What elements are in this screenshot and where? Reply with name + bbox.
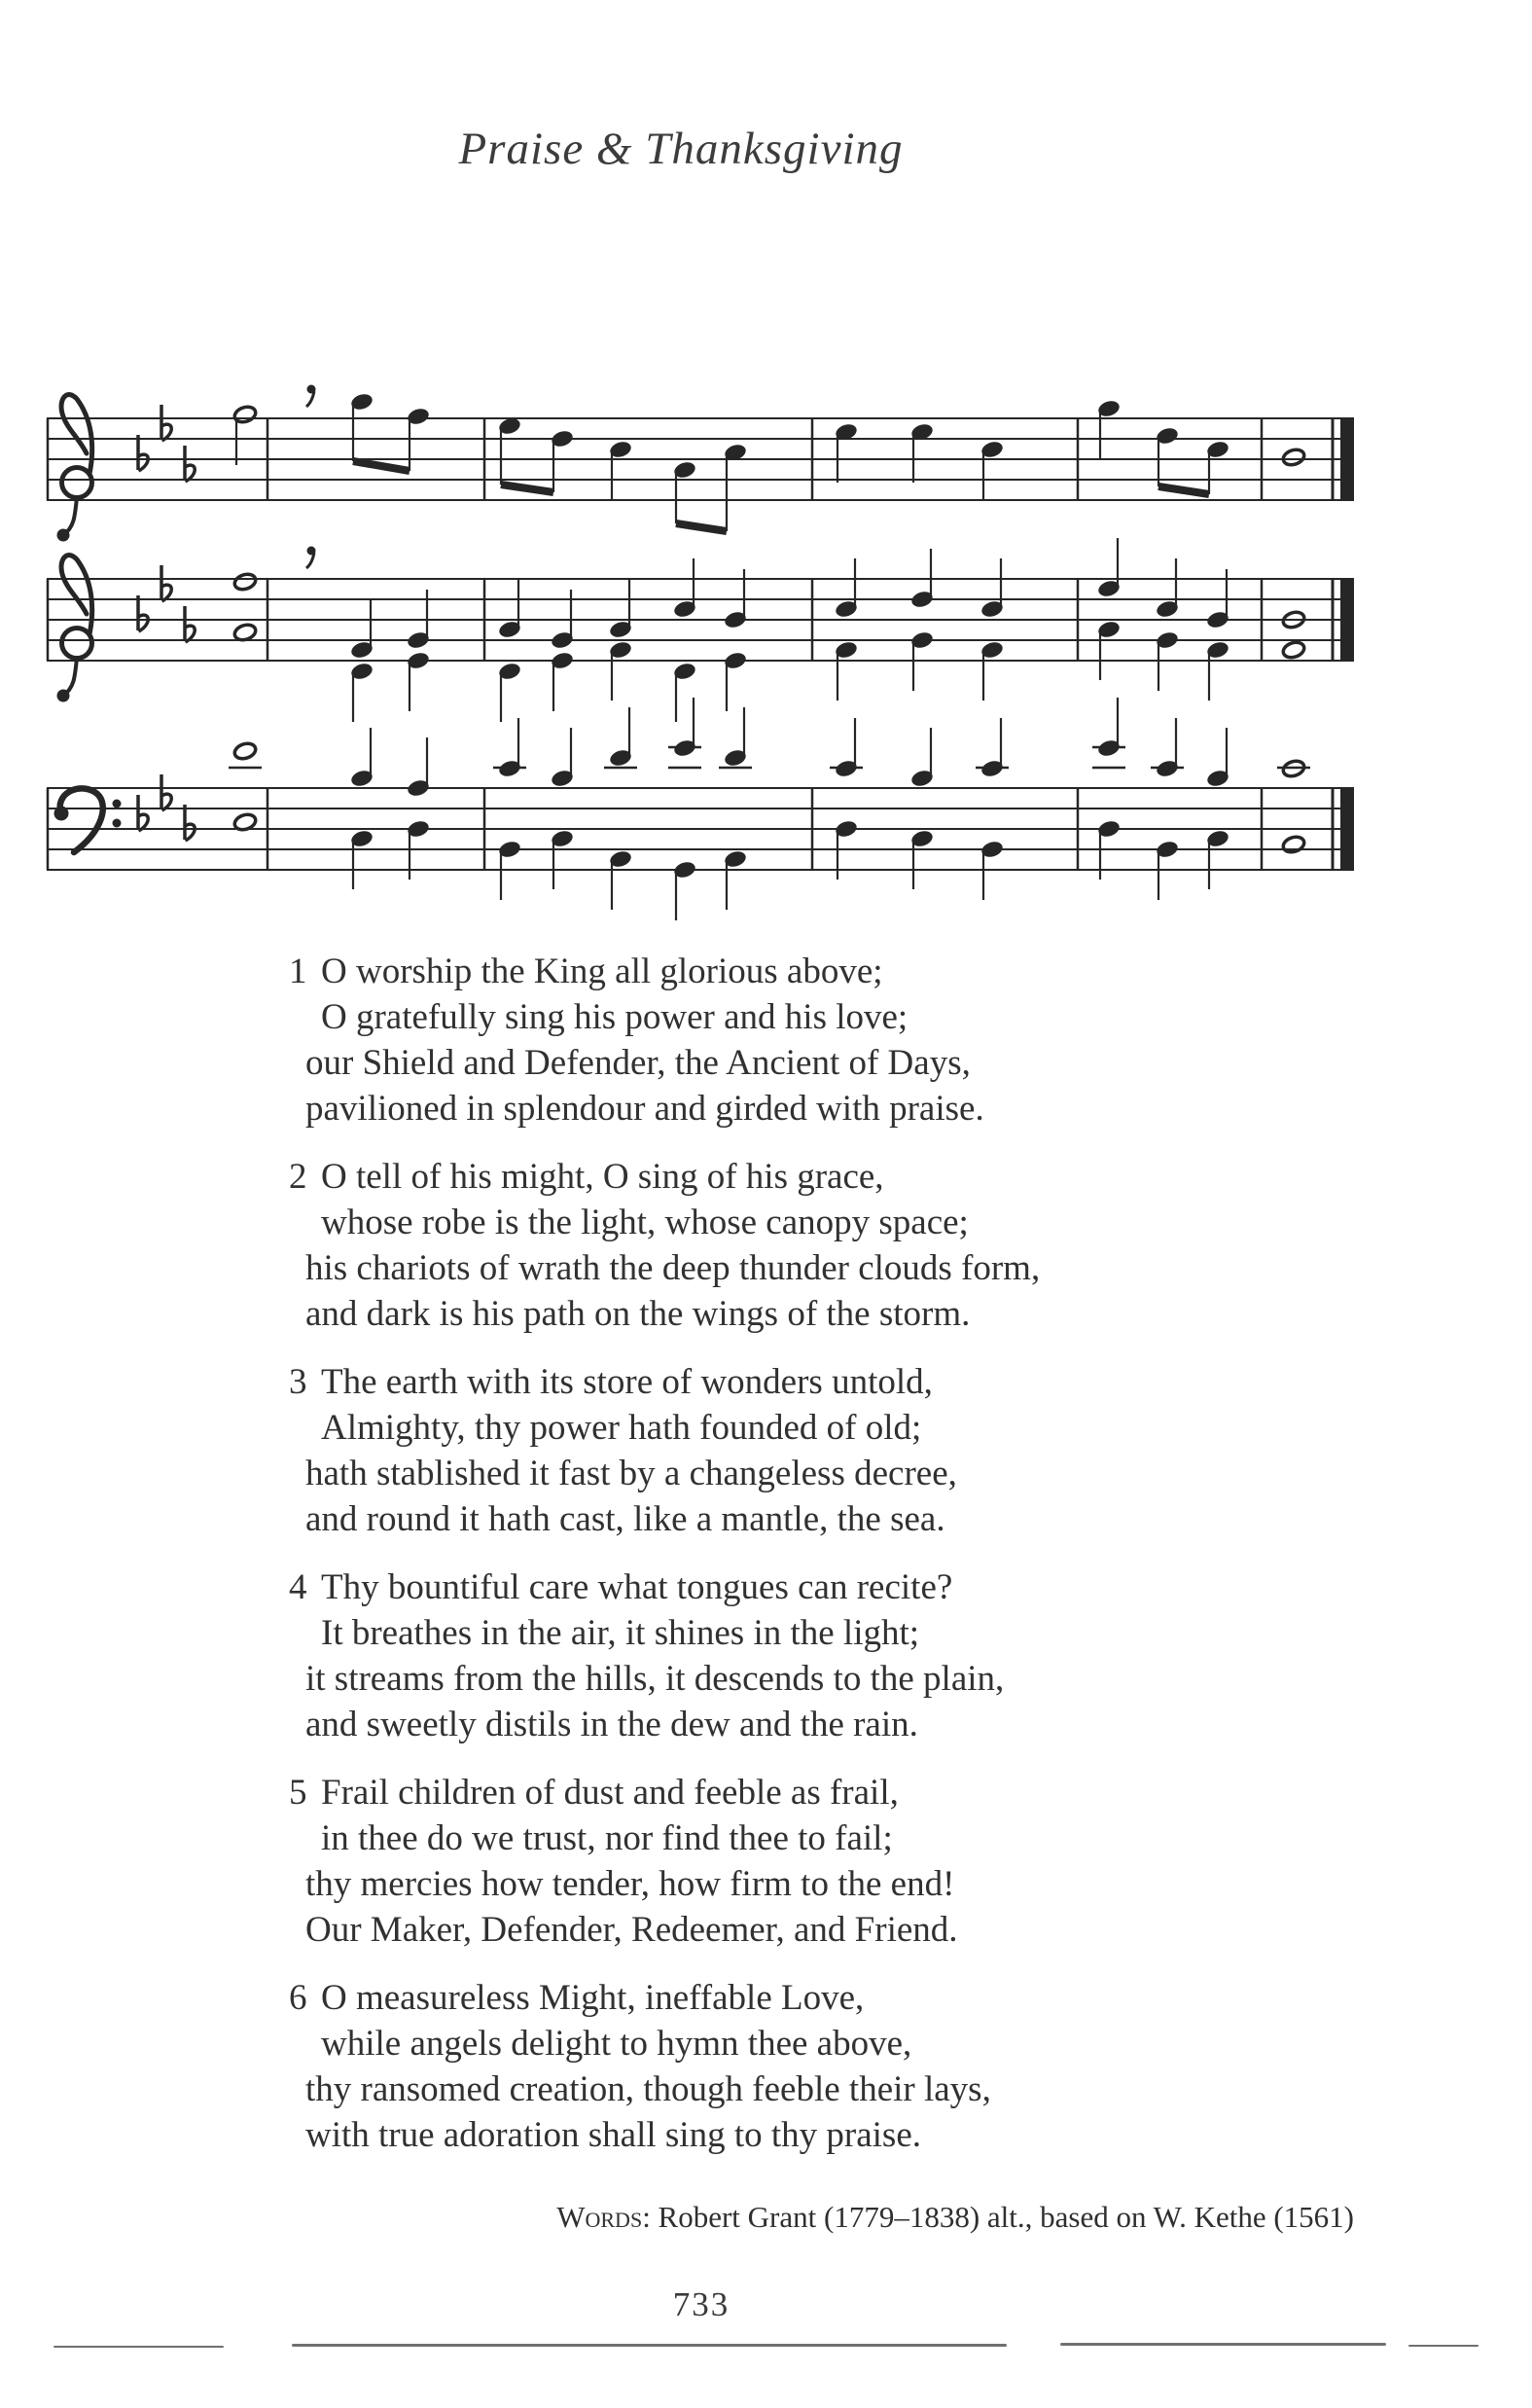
verse-lines xyxy=(305,1154,1040,1337)
verse-2 xyxy=(289,1154,1456,1337)
verse-line: thy ransomed creation, though feeble their lays, xyxy=(305,2069,991,2109)
credit-line xyxy=(0,2200,1354,2235)
verse-number: 4 xyxy=(289,1567,307,1607)
verse-number: 1 xyxy=(289,952,307,991)
verse-5 xyxy=(289,1770,1456,1953)
verse-3 xyxy=(289,1359,1456,1542)
verse-line: O gratefully sing his power and his love; xyxy=(321,997,909,1037)
music-notation xyxy=(0,0,1532,963)
verse-number: 5 xyxy=(289,1773,307,1813)
bottom-rule-segment xyxy=(1060,2343,1386,2346)
verse-line: Thy bountiful care what tongues can recite? xyxy=(321,1567,953,1607)
verse-number: 2 xyxy=(289,1157,307,1197)
verse-line: O tell of his might, O sing of his grace, xyxy=(321,1157,884,1197)
verse-line: Our Maker, Defender, Redeemer, and Friend. xyxy=(305,1910,958,1950)
bottom-rule-segment xyxy=(292,2344,1007,2347)
credit-text: : Robert Grant (1779–1838) alt., based on W. Kethe (1561) xyxy=(642,2200,1354,2234)
bottom-rule-segment xyxy=(1408,2345,1479,2347)
verse-line: while angels delight to hymn thee above, xyxy=(321,2024,912,2064)
verse-lines xyxy=(305,1359,957,1542)
staff-melody-staff xyxy=(47,385,1354,542)
bottom-rule-segment xyxy=(53,2346,224,2348)
verse-line: and round it hath cast, like a mantle, the sea. xyxy=(305,1499,945,1539)
verse-6 xyxy=(289,1975,1456,2158)
hymn-verses xyxy=(289,949,1456,2180)
page-number: 733 xyxy=(672,2285,730,2323)
staff-harmony-staff xyxy=(47,538,1354,722)
verse-number: 3 xyxy=(289,1362,307,1402)
verse-line: with true adoration shall sing to thy praise. xyxy=(305,2115,921,2155)
verse-line: in thee do we trust, nor find thee to fail; xyxy=(321,1818,893,1858)
verse-line: pavilioned in splendour and girded with praise. xyxy=(305,1089,984,1129)
verse-4 xyxy=(289,1564,1456,1747)
verse-line: O worship the King all glorious above; xyxy=(321,952,883,991)
verse-number: 6 xyxy=(289,1978,307,2018)
verse-line: It breathes in the air, it shines in the light; xyxy=(321,1613,920,1653)
verse-lines xyxy=(305,1770,958,1953)
verse-line: The earth with its store of wonders untold, xyxy=(321,1362,933,1402)
page-title: Praise & Thanksgiving xyxy=(458,124,904,174)
verse-line: our Shield and Defender, the Ancient of Days, xyxy=(305,1043,971,1083)
verse-lines xyxy=(305,949,984,1132)
verse-line: O measureless Might, ineffable Love, xyxy=(321,1978,865,2018)
verse-lines xyxy=(305,1564,1004,1747)
verse-line: Frail children of dust and feeble as frail, xyxy=(321,1773,899,1813)
verse-line: it streams from the hills, it descends to the plain, xyxy=(305,1659,1005,1699)
verse-line: Almighty, thy power hath founded of old; xyxy=(321,1408,922,1448)
credit-label: Words xyxy=(556,2200,643,2234)
verse-line: whose robe is the light, whose canopy space; xyxy=(321,1203,969,1242)
verse-line: his chariots of wrath the deep thunder clouds form, xyxy=(305,1248,1041,1288)
verse-lines xyxy=(305,1975,991,2158)
staff-bass-staff xyxy=(47,698,1354,920)
verse-line: hath stablished it fast by a changeless decree, xyxy=(305,1454,957,1493)
verse-line: thy mercies how tender, how firm to the end! xyxy=(305,1864,955,1904)
verse-line: and dark is his path on the wings of the storm. xyxy=(305,1294,971,1334)
verse-line: and sweetly distils in the dew and the rain. xyxy=(305,1705,918,1744)
verse-1 xyxy=(289,949,1456,1132)
